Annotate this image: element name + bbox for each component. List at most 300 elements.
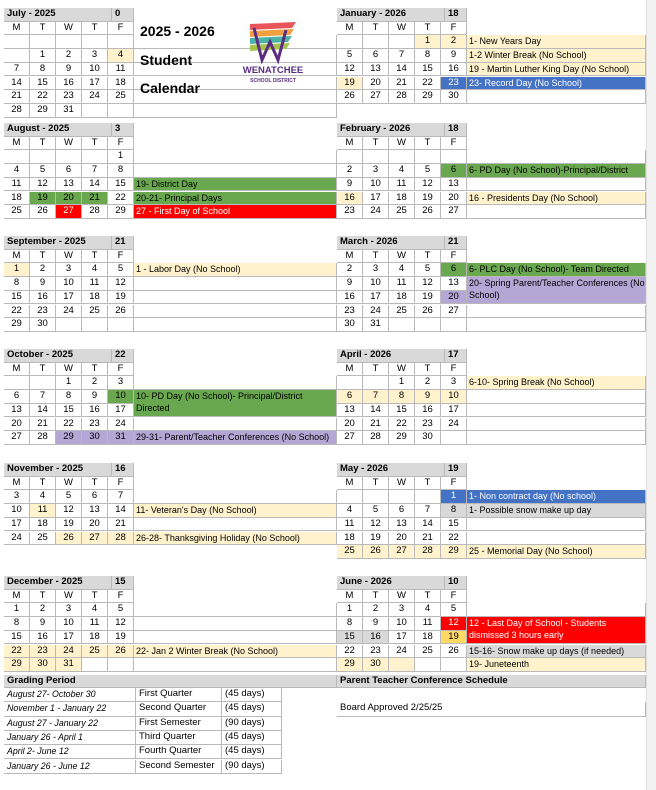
weekday-header[interactable]: T: [30, 250, 56, 264]
day-cell[interactable]: 30: [363, 658, 389, 672]
day-cell[interactable]: [415, 490, 441, 504]
day-cell[interactable]: [337, 376, 363, 390]
weekday-header[interactable]: T: [363, 250, 389, 264]
day-cell[interactable]: 24: [108, 418, 134, 432]
day-cell[interactable]: 11: [389, 277, 415, 291]
event-note[interactable]: 1-2 Winter Break (No School): [467, 49, 646, 63]
day-cell[interactable]: [363, 35, 389, 49]
day-cell[interactable]: 10: [363, 178, 389, 192]
weekday-header[interactable]: T: [30, 477, 56, 491]
event-note[interactable]: 12 - Last Day of School - Students dismissed 3 hours early: [467, 617, 646, 644]
day-cell[interactable]: 11: [30, 504, 56, 518]
day-cell[interactable]: [82, 318, 108, 332]
empty-note-cell[interactable]: [467, 431, 646, 445]
day-cell[interactable]: 15: [415, 63, 441, 77]
weekday-header[interactable]: M: [4, 363, 30, 377]
day-cell[interactable]: 23: [363, 645, 389, 659]
day-cell[interactable]: 4: [108, 49, 134, 63]
weekday-header[interactable]: T: [82, 477, 108, 491]
day-cell[interactable]: 31: [56, 658, 82, 672]
day-cell[interactable]: 22: [56, 418, 82, 432]
day-cell[interactable]: 1: [108, 150, 134, 164]
day-cell[interactable]: 5: [441, 603, 467, 617]
day-cell[interactable]: 4: [337, 504, 363, 518]
weekday-header[interactable]: M: [337, 22, 363, 36]
day-cell[interactable]: 25: [389, 205, 415, 219]
month-count[interactable]: 21: [112, 236, 134, 250]
day-cell[interactable]: 30: [82, 431, 108, 445]
day-cell[interactable]: 17: [82, 77, 108, 91]
day-cell[interactable]: 1: [30, 49, 56, 63]
day-cell[interactable]: 25: [389, 305, 415, 319]
day-cell[interactable]: [441, 150, 467, 164]
day-cell[interactable]: 24: [4, 532, 30, 546]
day-cell[interactable]: 24: [82, 90, 108, 104]
day-cell[interactable]: 28: [4, 104, 30, 118]
grading-dates[interactable]: August 27 - January 22: [4, 717, 136, 731]
day-cell[interactable]: 21: [30, 418, 56, 432]
month-title[interactable]: July - 2025: [4, 8, 112, 22]
day-cell[interactable]: 6: [441, 164, 467, 178]
day-cell[interactable]: 11: [337, 518, 363, 532]
weekday-header[interactable]: W: [389, 137, 415, 151]
day-cell[interactable]: [389, 490, 415, 504]
month-count[interactable]: 0: [112, 8, 134, 22]
day-cell[interactable]: 13: [441, 277, 467, 291]
day-cell[interactable]: 2: [441, 35, 467, 49]
weekday-header[interactable]: T: [82, 137, 108, 151]
day-cell[interactable]: 11: [82, 617, 108, 631]
weekday-header[interactable]: T: [363, 363, 389, 377]
day-cell[interactable]: 30: [30, 318, 56, 332]
day-cell[interactable]: 12: [415, 178, 441, 192]
day-cell[interactable]: 11: [4, 178, 30, 192]
day-cell[interactable]: 20: [56, 192, 82, 206]
event-note[interactable]: 6-10- Spring Break (No School): [467, 376, 646, 390]
day-cell[interactable]: 17: [363, 192, 389, 206]
weekday-header[interactable]: F: [108, 250, 134, 264]
day-cell[interactable]: 11: [415, 617, 441, 631]
day-cell[interactable]: 4: [30, 490, 56, 504]
empty-note-cell[interactable]: [134, 631, 337, 645]
day-cell[interactable]: 25: [30, 532, 56, 546]
day-cell[interactable]: 21: [82, 192, 108, 206]
month-count[interactable]: 21: [445, 236, 467, 250]
day-cell[interactable]: 12: [363, 518, 389, 532]
weekday-header[interactable]: T: [30, 137, 56, 151]
day-cell[interactable]: 13: [363, 63, 389, 77]
day-cell[interactable]: 10: [56, 617, 82, 631]
weekday-header[interactable]: F: [108, 590, 134, 604]
event-note[interactable]: 20- Spring Parent/Teacher Conferences (No School): [467, 277, 646, 304]
day-cell[interactable]: 9: [337, 277, 363, 291]
day-cell[interactable]: 11: [82, 277, 108, 291]
day-cell[interactable]: 3: [4, 490, 30, 504]
day-cell[interactable]: 30: [30, 658, 56, 672]
day-cell[interactable]: 23: [337, 205, 363, 219]
empty-note-cell[interactable]: [134, 305, 337, 319]
day-cell[interactable]: [337, 35, 363, 49]
event-note[interactable]: 19- Juneteenth: [467, 658, 646, 672]
day-cell[interactable]: 17: [441, 404, 467, 418]
weekday-header[interactable]: W: [56, 22, 82, 36]
day-cell[interactable]: 25: [82, 645, 108, 659]
event-note[interactable]: 22- Jan 2 Winter Break (No School): [134, 645, 337, 659]
day-cell[interactable]: 29: [441, 545, 467, 559]
day-cell[interactable]: [82, 35, 108, 49]
day-cell[interactable]: 16: [82, 404, 108, 418]
month-count[interactable]: 22: [112, 349, 134, 363]
day-cell[interactable]: 25: [108, 90, 134, 104]
day-cell[interactable]: 28: [30, 431, 56, 445]
day-cell[interactable]: [441, 431, 467, 445]
empty-note-cell[interactable]: [467, 318, 646, 332]
day-cell[interactable]: 7: [4, 63, 30, 77]
weekday-header[interactable]: T: [363, 137, 389, 151]
day-cell[interactable]: 30: [441, 90, 467, 104]
day-cell[interactable]: [389, 658, 415, 672]
day-cell[interactable]: 25: [337, 545, 363, 559]
day-cell[interactable]: 27: [56, 205, 82, 219]
day-cell[interactable]: 12: [56, 504, 82, 518]
day-cell[interactable]: 10: [389, 617, 415, 631]
day-cell[interactable]: 18: [415, 631, 441, 645]
day-cell[interactable]: 20: [363, 77, 389, 91]
day-cell[interactable]: 18: [389, 291, 415, 305]
day-cell[interactable]: 16: [30, 631, 56, 645]
day-cell[interactable]: 27: [337, 431, 363, 445]
day-cell[interactable]: 23: [337, 305, 363, 319]
day-cell[interactable]: 9: [30, 277, 56, 291]
day-cell[interactable]: 15: [389, 404, 415, 418]
weekday-header[interactable]: F: [441, 22, 467, 36]
day-cell[interactable]: 2: [363, 603, 389, 617]
event-note[interactable]: 26-28- Thanksgiving Holiday (No School): [134, 532, 337, 546]
month-title[interactable]: October - 2025: [4, 349, 112, 363]
day-cell[interactable]: 1: [441, 490, 467, 504]
day-cell[interactable]: 6: [363, 49, 389, 63]
weekday-header[interactable]: T: [82, 250, 108, 264]
empty-note-cell[interactable]: [467, 178, 646, 192]
day-cell[interactable]: 12: [337, 63, 363, 77]
day-cell[interactable]: 29: [389, 431, 415, 445]
grading-title[interactable]: Grading Period: [4, 675, 337, 688]
weekday-header[interactable]: T: [82, 363, 108, 377]
grading-days[interactable]: (45 days): [222, 731, 282, 745]
day-cell[interactable]: 15: [56, 404, 82, 418]
day-cell[interactable]: [363, 376, 389, 390]
empty-note-cell[interactable]: [134, 490, 337, 504]
day-cell[interactable]: [4, 376, 30, 390]
day-cell[interactable]: 14: [389, 63, 415, 77]
day-cell[interactable]: 2: [337, 164, 363, 178]
day-cell[interactable]: 17: [389, 631, 415, 645]
day-cell[interactable]: 23: [82, 418, 108, 432]
weekday-header[interactable]: F: [441, 590, 467, 604]
day-cell[interactable]: 8: [415, 49, 441, 63]
day-cell[interactable]: [337, 490, 363, 504]
month-title[interactable]: March - 2026: [337, 236, 445, 250]
day-cell[interactable]: 3: [82, 49, 108, 63]
empty-note-cell[interactable]: [134, 104, 337, 118]
event-note[interactable]: 1- New Years Day: [467, 35, 646, 49]
day-cell[interactable]: 22: [4, 305, 30, 319]
weekday-header[interactable]: F: [108, 363, 134, 377]
day-cell[interactable]: 10: [108, 390, 134, 404]
day-cell[interactable]: 22: [441, 532, 467, 546]
day-cell[interactable]: 22: [389, 418, 415, 432]
day-cell[interactable]: 29: [4, 658, 30, 672]
month-title[interactable]: April - 2026: [337, 349, 445, 363]
day-cell[interactable]: 15: [30, 77, 56, 91]
day-cell[interactable]: 16: [441, 63, 467, 77]
day-cell[interactable]: 2: [56, 49, 82, 63]
empty-note-cell[interactable]: [134, 603, 337, 617]
day-cell[interactable]: 18: [4, 192, 30, 206]
day-cell[interactable]: 23: [30, 645, 56, 659]
grading-dates[interactable]: August 27- October 30: [4, 688, 136, 702]
event-note[interactable]: 6- PLC Day (No School)- Team Directed: [467, 263, 646, 277]
day-cell[interactable]: 3: [363, 263, 389, 277]
day-cell[interactable]: 13: [82, 504, 108, 518]
day-cell[interactable]: 19: [30, 192, 56, 206]
day-cell[interactable]: 16: [30, 291, 56, 305]
day-cell[interactable]: 19: [415, 192, 441, 206]
day-cell[interactable]: 10: [4, 504, 30, 518]
month-count[interactable]: 10: [445, 576, 467, 590]
month-count[interactable]: 15: [112, 576, 134, 590]
empty-note-cell[interactable]: [134, 318, 337, 332]
month-title[interactable]: August - 2025: [4, 123, 112, 137]
day-cell[interactable]: 23: [30, 305, 56, 319]
day-cell[interactable]: 16: [337, 291, 363, 305]
event-note[interactable]: 25 - Memorial Day (No School): [467, 545, 646, 559]
day-cell[interactable]: 16: [363, 631, 389, 645]
day-cell[interactable]: 20: [337, 418, 363, 432]
day-cell[interactable]: 22: [337, 645, 363, 659]
weekday-header[interactable]: W: [389, 590, 415, 604]
day-cell[interactable]: 15: [337, 631, 363, 645]
day-cell[interactable]: 26: [441, 645, 467, 659]
day-cell[interactable]: 3: [441, 376, 467, 390]
day-cell[interactable]: 6: [56, 164, 82, 178]
day-cell[interactable]: 1: [4, 263, 30, 277]
day-cell[interactable]: 16: [337, 192, 363, 206]
weekday-header[interactable]: T: [415, 250, 441, 264]
day-cell[interactable]: 14: [108, 504, 134, 518]
day-cell[interactable]: 21: [415, 532, 441, 546]
event-note[interactable]: 1- Possible snow make up day: [467, 504, 646, 518]
day-cell[interactable]: 24: [56, 305, 82, 319]
weekday-header[interactable]: M: [337, 250, 363, 264]
day-cell[interactable]: 27: [4, 431, 30, 445]
day-cell[interactable]: 4: [415, 603, 441, 617]
day-cell[interactable]: 17: [4, 518, 30, 532]
day-cell[interactable]: 22: [108, 192, 134, 206]
empty-note-cell[interactable]: [134, 291, 337, 305]
event-note[interactable]: 15-16- Snow make up days (if needed): [467, 645, 646, 659]
day-cell[interactable]: 12: [108, 277, 134, 291]
grading-dates[interactable]: April 2- June 12: [4, 745, 136, 759]
day-cell[interactable]: 25: [415, 645, 441, 659]
day-cell[interactable]: 11: [389, 178, 415, 192]
day-cell[interactable]: 4: [4, 164, 30, 178]
day-cell[interactable]: 8: [4, 617, 30, 631]
day-cell[interactable]: 31: [56, 104, 82, 118]
day-cell[interactable]: [441, 318, 467, 332]
weekday-header[interactable]: T: [30, 590, 56, 604]
grading-dates[interactable]: January 26 - April 1: [4, 731, 136, 745]
day-cell[interactable]: 1: [389, 376, 415, 390]
day-cell[interactable]: 20: [441, 291, 467, 305]
day-cell[interactable]: 15: [108, 178, 134, 192]
board-approved[interactable]: Board Approved 2/25/25: [337, 702, 646, 716]
month-title[interactable]: November - 2025: [4, 463, 112, 477]
day-cell[interactable]: 5: [108, 263, 134, 277]
day-cell[interactable]: 5: [415, 164, 441, 178]
day-cell[interactable]: 6: [4, 390, 30, 404]
weekday-header[interactable]: T: [415, 137, 441, 151]
day-cell[interactable]: 18: [389, 192, 415, 206]
empty-note-cell[interactable]: [467, 305, 646, 319]
day-cell[interactable]: 24: [56, 645, 82, 659]
empty-note-cell[interactable]: [134, 376, 337, 390]
empty-note-cell[interactable]: [134, 164, 337, 178]
day-cell[interactable]: 13: [441, 178, 467, 192]
grading-days[interactable]: (90 days): [222, 717, 282, 731]
day-cell[interactable]: 6: [82, 490, 108, 504]
day-cell[interactable]: [108, 658, 134, 672]
empty-note-cell[interactable]: [467, 404, 646, 418]
day-cell[interactable]: 19: [108, 631, 134, 645]
day-cell[interactable]: [30, 35, 56, 49]
day-cell[interactable]: [30, 150, 56, 164]
day-cell[interactable]: 13: [4, 404, 30, 418]
day-cell[interactable]: 20: [389, 532, 415, 546]
day-cell[interactable]: 14: [4, 77, 30, 91]
day-cell[interactable]: 3: [363, 164, 389, 178]
day-cell[interactable]: 8: [441, 504, 467, 518]
day-cell[interactable]: 7: [82, 164, 108, 178]
scrollbar[interactable]: [646, 0, 656, 790]
day-cell[interactable]: [108, 35, 134, 49]
empty-note-cell[interactable]: [134, 277, 337, 291]
day-cell[interactable]: [56, 35, 82, 49]
day-cell[interactable]: 4: [82, 263, 108, 277]
day-cell[interactable]: 2: [337, 263, 363, 277]
day-cell[interactable]: 12: [30, 178, 56, 192]
day-cell[interactable]: 9: [441, 49, 467, 63]
day-cell[interactable]: 6: [337, 390, 363, 404]
day-cell[interactable]: 16: [56, 77, 82, 91]
day-cell[interactable]: 27: [441, 205, 467, 219]
day-cell[interactable]: 15: [441, 518, 467, 532]
day-cell[interactable]: 27: [441, 305, 467, 319]
weekday-header[interactable]: W: [389, 250, 415, 264]
weekday-header[interactable]: W: [389, 363, 415, 377]
day-cell[interactable]: 29: [4, 318, 30, 332]
event-note[interactable]: 19 - Martin Luther King Day (No School): [467, 63, 646, 77]
weekday-header[interactable]: F: [441, 250, 467, 264]
day-cell[interactable]: 11: [108, 63, 134, 77]
day-cell[interactable]: [82, 150, 108, 164]
day-cell[interactable]: [4, 49, 30, 63]
day-cell[interactable]: 19: [441, 631, 467, 645]
event-note[interactable]: 11- Veteran's Day (No School): [134, 504, 337, 518]
day-cell[interactable]: 16: [415, 404, 441, 418]
day-cell[interactable]: 8: [56, 390, 82, 404]
month-title[interactable]: January - 2026: [337, 8, 445, 22]
event-note[interactable]: 29-31- Parent/Teacher Conferences (No School): [134, 431, 337, 445]
day-cell[interactable]: 20: [4, 418, 30, 432]
day-cell[interactable]: 21: [4, 90, 30, 104]
weekday-header[interactable]: T: [363, 22, 389, 36]
day-cell[interactable]: 10: [441, 390, 467, 404]
day-cell[interactable]: 18: [337, 532, 363, 546]
day-cell[interactable]: 26: [108, 305, 134, 319]
day-cell[interactable]: [441, 658, 467, 672]
day-cell[interactable]: [108, 318, 134, 332]
weekday-header[interactable]: F: [441, 477, 467, 491]
empty-note-cell[interactable]: [467, 150, 646, 164]
day-cell[interactable]: 27: [389, 545, 415, 559]
weekday-header[interactable]: W: [56, 250, 82, 264]
day-cell[interactable]: 10: [82, 63, 108, 77]
empty-note-cell[interactable]: [467, 90, 646, 104]
day-cell[interactable]: 15: [4, 631, 30, 645]
day-cell[interactable]: 18: [30, 518, 56, 532]
day-cell[interactable]: 14: [415, 518, 441, 532]
empty-note-cell[interactable]: [134, 150, 337, 164]
day-cell[interactable]: 7: [415, 504, 441, 518]
grading-dates[interactable]: January 26 - June 12: [4, 760, 136, 774]
day-cell[interactable]: 3: [389, 603, 415, 617]
empty-note-cell[interactable]: [467, 418, 646, 432]
event-note[interactable]: 1- Non contract day (No school): [467, 490, 646, 504]
day-cell[interactable]: 9: [415, 390, 441, 404]
day-cell[interactable]: [389, 35, 415, 49]
weekday-header[interactable]: W: [56, 137, 82, 151]
event-note[interactable]: 1 - Labor Day (No School): [134, 263, 337, 277]
event-note[interactable]: 20-21- Principal Days: [134, 192, 337, 206]
day-cell[interactable]: 30: [415, 431, 441, 445]
weekday-header[interactable]: W: [389, 477, 415, 491]
weekday-header[interactable]: T: [363, 590, 389, 604]
day-cell[interactable]: 14: [82, 178, 108, 192]
month-count[interactable]: 16: [112, 463, 134, 477]
day-cell[interactable]: 26: [415, 205, 441, 219]
day-cell[interactable]: 13: [56, 178, 82, 192]
day-cell[interactable]: 1: [415, 35, 441, 49]
empty-note-cell[interactable]: [467, 205, 646, 219]
day-cell[interactable]: 7: [30, 390, 56, 404]
day-cell[interactable]: 29: [415, 90, 441, 104]
empty-note-cell[interactable]: [134, 617, 337, 631]
empty-note-cell[interactable]: [467, 532, 646, 546]
weekday-header[interactable]: T: [82, 590, 108, 604]
month-count[interactable]: 19: [445, 463, 467, 477]
empty-note-cell[interactable]: [467, 518, 646, 532]
grading-period-name[interactable]: Fourth Quarter: [136, 745, 222, 759]
weekday-header[interactable]: T: [415, 363, 441, 377]
day-cell[interactable]: 25: [4, 205, 30, 219]
day-cell[interactable]: 21: [389, 77, 415, 91]
month-count[interactable]: 17: [445, 349, 467, 363]
weekday-header[interactable]: F: [441, 363, 467, 377]
day-cell[interactable]: 8: [108, 164, 134, 178]
day-cell[interactable]: 9: [363, 617, 389, 631]
grading-days[interactable]: (45 days): [222, 688, 282, 702]
